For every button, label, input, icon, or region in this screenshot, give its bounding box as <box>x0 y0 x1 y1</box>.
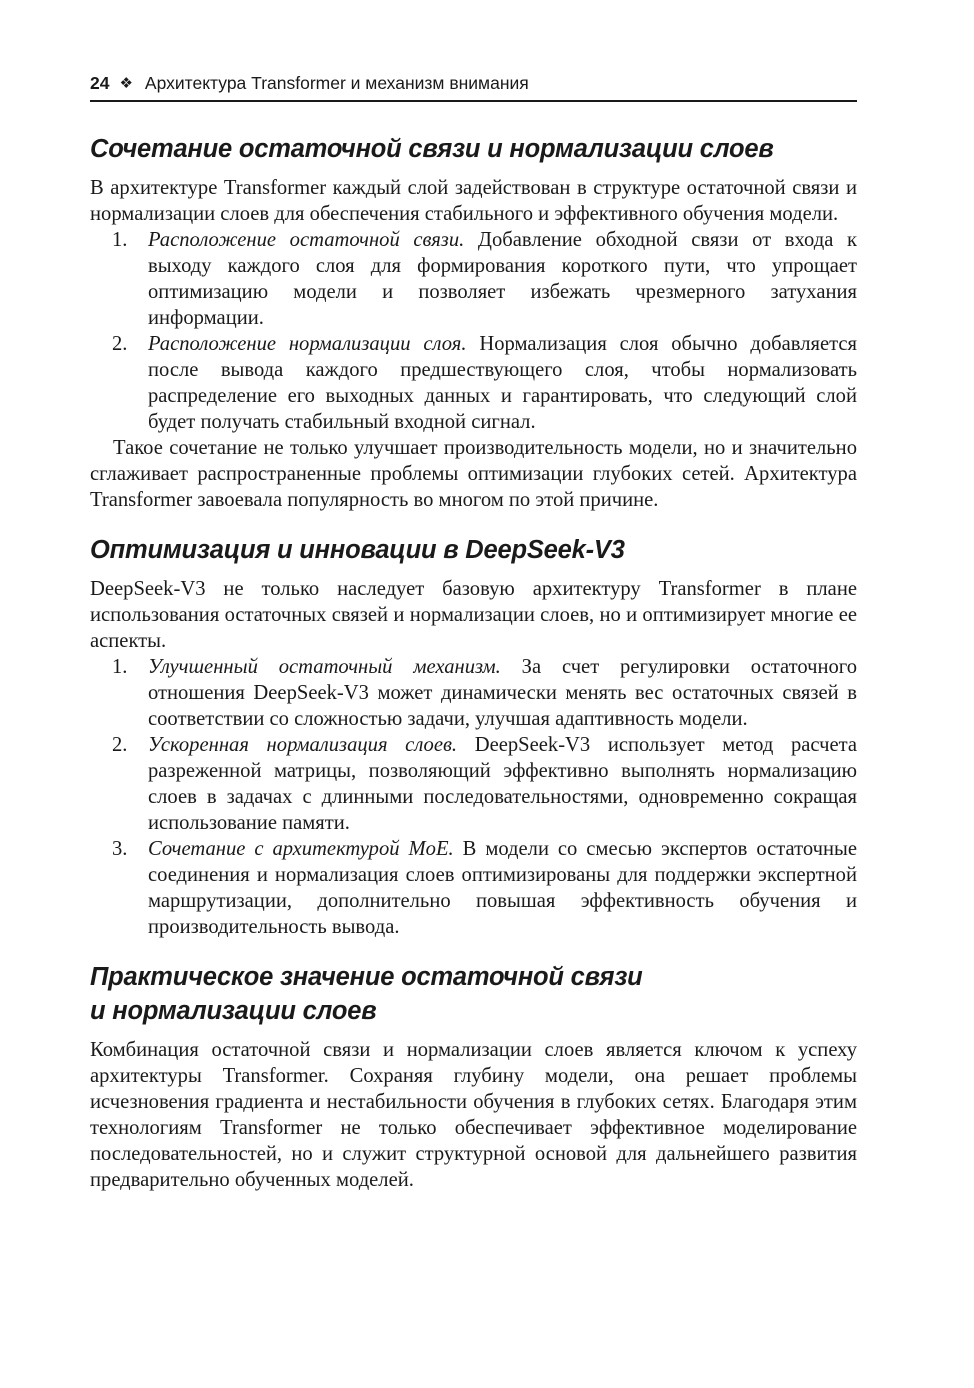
list-item <box>90 331 857 435</box>
list-number: 2. <box>112 333 128 355</box>
list-lead: Сочетание с архитектурой MoE. <box>148 838 454 860</box>
paragraph: Такое сочетание не только улучшает производительность модели, но и значительно сглаживает распространенные проблемы оптимизации глубоких сетей. Архитектура Transformer завоевала популярность во многом по этой причине. <box>90 437 857 511</box>
section-heading: Оптимизация и инновации в DeepSeek-V3 <box>90 536 625 564</box>
section-heading: Сочетание остаточной связи и нормализации слоев <box>90 135 774 163</box>
list-item <box>90 836 857 940</box>
running-header <box>90 68 857 102</box>
list-number: 3. <box>112 838 128 860</box>
list-text: За счет регулировки остаточного отношения DeepSeek-V3 может динамически менять вес остаточных связей в соответствии со сложностью задачи, улучшая адаптивность модели. <box>148 656 857 730</box>
paragraph: Комбинация остаточной связи и нормализации слоев является ключом к успеху архитектуры Transformer. Сохраняя глубину модели, она решает проблемы исчезновения градиента и нестабильности обучения в глубоких сетях. Благодаря этим технологиям Transformer не только обеспечивает эффективное моделирование последовательностей, но и служит структурной основой для дальнейшего развития предварительно обученных моделей. <box>90 1039 857 1191</box>
paragraph: DeepSeek-V3 не только наследует базовую архитектуру Transformer в плане использования остаточных связей и нормализации слоев, но и оптимизирует многие ее аспекты. <box>90 578 857 652</box>
list-lead: Ускоренная нормализация слоев. <box>148 734 458 756</box>
ornament-icon: ❖ <box>119 75 133 92</box>
page-number: 24 <box>90 72 110 93</box>
chapter-title: Архитектура Transformer и механизм внимания <box>144 72 529 93</box>
numbered-list <box>90 654 857 940</box>
book-page <box>90 68 857 1193</box>
list-text: DeepSeek-V3 использует метод расчета разреженной матрицы, позволяющий эффективно выполнять нормализацию слоев в задачах с длинными последовательностями, одновременно сокращая использование памяти. <box>148 734 857 834</box>
list-item <box>90 227 857 331</box>
list-number: 2. <box>112 734 128 756</box>
paragraph: В архитектуре Transformer каждый слой задействован в структуре остаточной связи и нормализации слоев для обеспечения стабильного и эффективного обучения модели. <box>90 177 857 225</box>
section-heading-line: Практическое значение остаточной связи <box>90 963 643 991</box>
list-number: 1. <box>112 229 128 251</box>
list-text: В модели со смесью экспертов остаточные соединения и нормализация слоев оптимизированы для поддержки экспертной маршрутизации, дополнительно повышая эффективность обучения и производительность вывода. <box>148 838 857 938</box>
list-item <box>90 732 857 836</box>
section-heading <box>90 960 857 1028</box>
list-lead: Улучшенный остаточный механизм. <box>148 656 501 678</box>
list-text: Нормализация слоя обычно добавляется после вывода каждого предшествующего слоя, чтобы нормализовать распределение его выходных данных и гарантировать, что следующий слой будет получать стабильный входной сигнал. <box>148 333 857 433</box>
numbered-list <box>90 227 857 435</box>
list-item <box>90 654 857 732</box>
section-heading-line: и нормализации слоев <box>90 997 377 1025</box>
list-number: 1. <box>112 656 128 678</box>
list-text: Добавление обходной связи от входа к выходу каждого слоя для формирования короткого пути, что упрощает оптимизацию модели и позволяет избежать чрезмерного затухания информации. <box>148 229 857 329</box>
list-lead: Расположение нормализации слоя. <box>148 333 467 355</box>
list-lead: Расположение остаточной связи. <box>148 229 465 251</box>
